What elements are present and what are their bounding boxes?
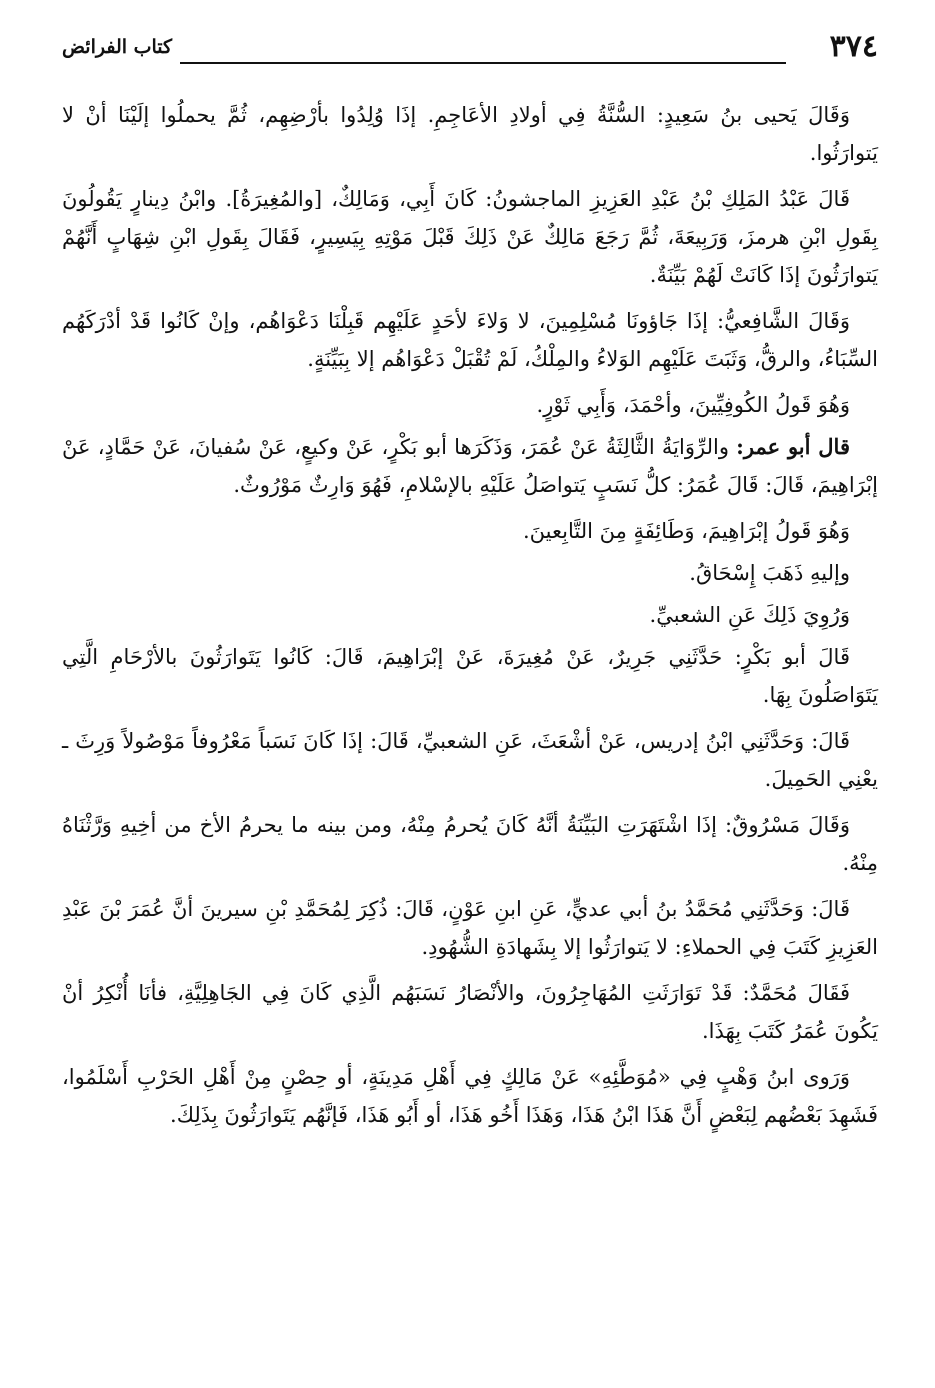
paragraph-13	[62, 974, 878, 1050]
paragraph-text: وَرَوى ابنُ وَهْبٍ فِي «مُوَطَّئِهِ» عَنْ مَالِكٍ فِي أَهْلِ مَدِينَةٍ، أو حِصْنٍ مِنْ أَهْلِ الحَرْبِ أَسْلَمُوا، فَشَهِدَ بَعْضُهم لِبَعْضٍ أَنَّ هَذَا ابْنُ هَذَا، وَهَذَا أَخُو هَذَا، أو أَبُو هَذَا، فَإنَّهُم يَتَوارَثُونَ بِذَلِكَ.	[62, 1065, 878, 1127]
paragraph-text: وَهُوَ قَولُ الكُوفِيِّينَ، وأحْمَدَ، وَأَبِي ثَوْرٍ.	[536, 393, 850, 417]
paragraph-14	[62, 1058, 878, 1134]
paragraph-10	[62, 722, 878, 798]
paragraph-text: وَرُوِيَ ذَلِكَ عَنِ الشعبيِّ.	[649, 603, 850, 627]
paragraph-text: قَالَ: وَحَدَّثَنِي مُحَمَّدُ بنُ أبي عديٍّ، عَنِ ابنِ عَوْنٍ، قَالَ: ذُكِرَ لِمُحَمَّدِ بْنِ سيرينَ أنَّ عُمَرَ بْنَ عَبْدِ العَزِيزِ كَتَبَ فِي الحملاءِ: لا يَتوارَثُوا إلا بِشَهادَةِ الشُّهُودِ.	[62, 897, 878, 959]
paragraph-5	[62, 428, 878, 504]
paragraph-text: وإليهِ ذَهَبَ إِسْحَاقُ.	[689, 561, 850, 585]
paragraph-3	[62, 302, 878, 378]
paragraph-text: وَقَالَ مَسْرُوقٌ: إذَا اشْتَهَرَتِ البَيِّنَةُ أنَّهُ كَانَ يُحرمُ مِنْهُ، ومن بينه ما يحرمُ الأخ من أخِيهِ وَرَّثْنَاهُ مِنْهُ.	[62, 813, 878, 875]
paragraph-text: وَهُوَ قَولُ إبْرَاهِيمَ، وَطَائِفَةٍ مِنَ التَّابِعينَ.	[522, 519, 850, 543]
paragraph-text: قَالَ أبو بَكْرٍ: حَدَّثَنِي جَرِيرٌ، عَنْ مُغِيرَةَ، عَنْ إبْرَاهِيمَ، قَالَ: كَانُوا يَتَوارَثُونَ بالأرْحَامِ الَّتِي يَتَوَاصَلُونَ بِهَا.	[62, 645, 878, 707]
paragraph-4	[62, 386, 878, 424]
paragraph-11	[62, 806, 878, 882]
paragraph-text: قَالَ: وَحَدَّثَنِي ابْنُ إدريس، عَنْ أشْعَثَ، عَنِ الشعبيِّ، قَالَ: إذَا كَانَ نَسَباً مَعْرُوفاً مَوْصُولاً وَرِثَ ـ يعْنِي الحَمِيلَ.	[62, 729, 878, 791]
paragraph-text: وَقَالَ يَحيى بنُ سَعِيدٍ: السُّنَّةُ فِي أولادِ الأعَاجِمِ. إذَا وُلِدُوا بأرْضِهِم، ثُمَّ يحملُوا إلَيْنَا أنْ لا يَتوارَثُوا.	[62, 103, 878, 165]
page-body	[62, 96, 878, 1134]
paragraph-12	[62, 890, 878, 966]
paragraph-2	[62, 180, 878, 294]
paragraph-7	[62, 554, 878, 592]
page	[62, 28, 878, 1142]
paragraph-8	[62, 596, 878, 634]
speaker-lead: قال أبو عمر:	[736, 434, 850, 459]
paragraph-1	[62, 96, 878, 172]
page-number: ٣٧٤	[829, 29, 878, 64]
running-header	[62, 28, 878, 66]
paragraph-text: فَقَالَ مُحَمَّدٌ: قَدْ تَوَارَثَتِ المُهَاجِرُونَ، والأنْصَارُ نَسَبَهُم الَّذِي كَانَ فِي الجَاهِلِيَّةِ، فأنَا أُنْكِرُ أنْ يَكُونَ عُمَرُ كَتَبَ بِهَذَا.	[62, 981, 878, 1043]
paragraph-text: قَالَ عَبْدُ المَلِكِ بْنُ عَبْدِ العَزِيزِ الماجشونُ: كَانَ أَبِي، وَمَالِكٌ، [والمُغِيرَةُ]. وابْنُ دِينارٍ يَقُولُونَ بِقَولِ ابْنِ هرمزَ، وَرَبِيعَةَ، ثُمَّ رَجَعَ مَالِكٌ عَنْ ذَلِكَ قَبْلَ مَوْتِهِ بِيَسِيرٍ، فَقَالَ بِقَولِ ابْنِ شِهَابٍ أَنَّهُمْ يَتوارَثُونَ إذَا كَانَتْ لَهُمْ بَيِّنَةٌ.	[62, 187, 878, 287]
book-title: كتاب الفرائض	[62, 36, 173, 58]
paragraph-9	[62, 638, 878, 714]
header-rule	[180, 62, 786, 64]
paragraph-text: وَقَالَ الشَّافِعيُّ: إذَا جَاؤونَا مُسْلِمِينَ، لا وَلاءَ لأحَدٍ عَلَيْهِم قَبِلْنَا دَعْوَاهُم، وإنْ كَانُوا قَدْ أدْرَكَهُم السِّبَاءُ، والرقُّ، وَثَبَتَ عَلَيْهِم الوَلاءُ والمِلْكُ، لَمْ تُقْبَلْ دَعْوَاهُم إلا بِبَيِّنَةٍ.	[62, 309, 878, 371]
paragraph-text: والرِّوَايَةُ الثَّالِثَةُ عَنْ عُمَرَ، وَذَكَرَها أبو بَكْرٍ، عَنْ وكيعٍ، عَنْ سُفيانَ، عَنْ حَمَّادٍ، عَنْ إبْرَاهِيمَ، قَالَ: قَالَ عُمَرُ: كلُّ نَسَبٍ يَتواصَلُ عَلَيْهِ بالإسْلامِ، فَهُوَ وَارِثٌ مَوْرُوثٌ.	[62, 435, 878, 497]
paragraph-6	[62, 512, 878, 550]
